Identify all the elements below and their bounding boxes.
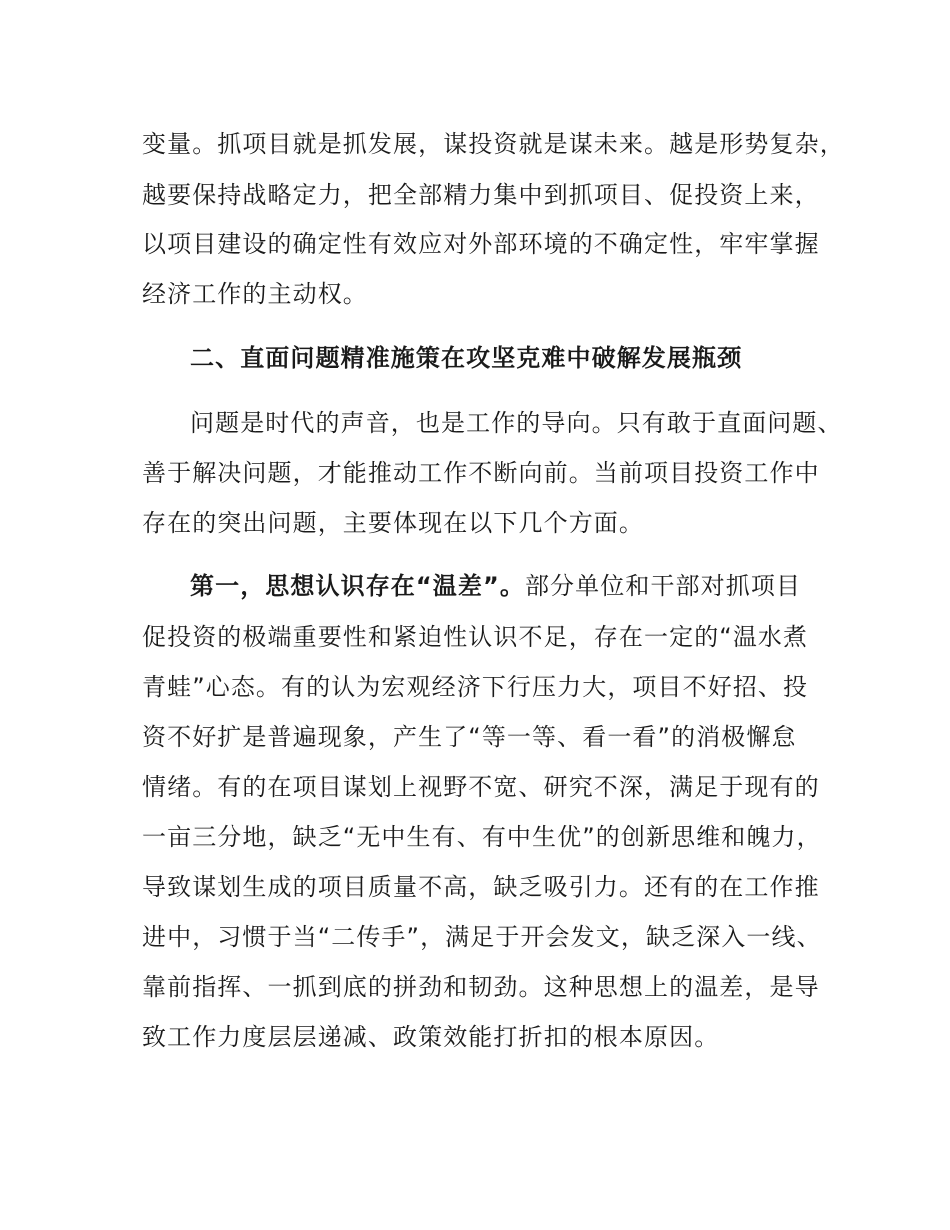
body-text-line: 存在的突出问题，主要体现在以下几个方面。 <box>142 509 644 537</box>
body-text-line: 靠前指挥、一抓到底的拼劲和韧劲。这种思想上的温差，是导 <box>142 973 820 1001</box>
body-text-line: 问题是时代的声音，也是工作的导向。只有敢于直面问题、 <box>190 409 843 437</box>
body-text-line: 越要保持战略定力，把全部精力集中到抓项目、促投资上来， <box>142 181 820 209</box>
body-text-line: 一亩三分地，缺乏“无中生有、有中生优”的创新思维和魄力， <box>142 823 822 851</box>
body-text-line: 经济工作的主动权。 <box>142 280 368 308</box>
body-text-line: 善于解决问题，才能推动工作不断向前。当前项目投资工作中 <box>142 459 820 487</box>
body-text-line: 进中，习惯于当“二传手”，满足于开会发文，缺乏深入一线、 <box>142 923 822 951</box>
point-first-line-rest: 部分单位和干部对抓项目 <box>524 572 802 600</box>
body-text-line: 促投资的极端重要性和紧迫性认识不足，存在一定的“温水煮 <box>142 623 809 651</box>
body-text-line: 致工作力度层层递减、政策效能打折扣的根本原因。 <box>142 1023 720 1051</box>
body-text-line: 以项目建设的确定性有效应对外部环境的不确定性，牢牢掌握 <box>142 230 820 258</box>
body-text-line: 变量。抓项目就是抓发展，谋投资就是谋未来。越是形势复杂， <box>142 130 845 158</box>
body-text-line: 资不好扩是普遍现象，产生了“等一等、看一看”的消极懈怠 <box>142 723 797 751</box>
body-text-line: 青蛙”心态。有的认为宏观经济下行压力大，项目不好招、投 <box>142 673 809 701</box>
point-lead: 第一，思想认识存在“温差”。 <box>190 572 525 600</box>
section-heading: 二、直面问题精准施策在攻坚克难中破解发展瓶颈 <box>190 344 743 372</box>
point-first-line <box>190 571 801 601</box>
body-text-line: 情绪。有的在项目谋划上视野不宽、研究不深，满足于现有的 <box>142 773 820 801</box>
body-text-line: 导致谋划生成的项目质量不高，缺乏吸引力。还有的在工作推 <box>142 873 820 901</box>
